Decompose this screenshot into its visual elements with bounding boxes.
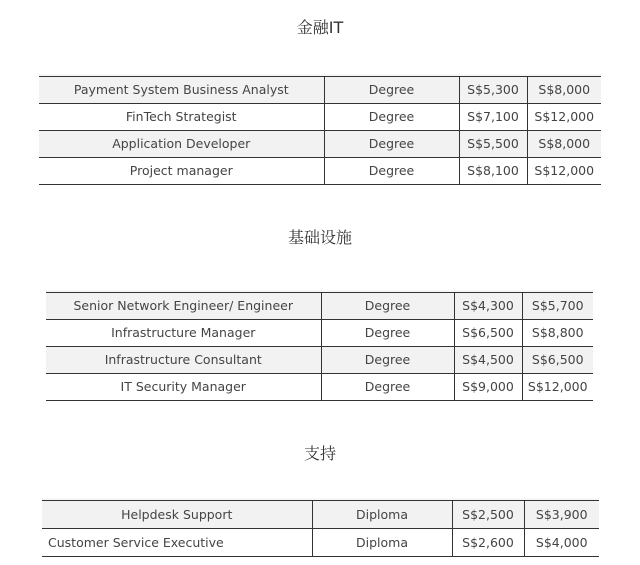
salary-table-fintech	[39, 74, 601, 185]
table-row	[39, 103, 601, 130]
role-cell: Senior Network Engineer/ Engineer	[46, 292, 321, 319]
table-row	[42, 528, 599, 556]
min-salary-cell: S$2,600	[452, 528, 524, 556]
qualification-cell: Degree	[324, 157, 459, 184]
min-salary-cell: S$7,100	[459, 103, 527, 130]
qualification-cell: Degree	[321, 373, 454, 400]
qualification-cell: Diploma	[312, 528, 452, 556]
max-salary-cell: S$3,900	[524, 500, 599, 528]
role-cell: IT Security Manager	[46, 373, 321, 400]
max-salary-cell: S$12,000	[522, 373, 593, 400]
qualification-cell: Degree	[324, 76, 459, 103]
max-salary-cell: S$12,000	[527, 157, 601, 184]
table-row	[39, 76, 601, 103]
min-salary-cell: S$6,500	[454, 319, 522, 346]
max-salary-cell: S$8,000	[527, 76, 601, 103]
table-row	[46, 319, 593, 346]
max-salary-cell: S$8,000	[527, 130, 601, 157]
qualification-cell: Degree	[321, 346, 454, 373]
role-cell: Customer Service Executive	[42, 528, 312, 556]
table-row	[46, 292, 593, 319]
min-salary-cell: S$4,300	[454, 292, 522, 319]
max-salary-cell: S$6,500	[522, 346, 593, 373]
max-salary-cell: S$4,000	[524, 528, 599, 556]
qualification-cell: Diploma	[312, 500, 452, 528]
role-cell: FinTech Strategist	[39, 103, 324, 130]
min-salary-cell: S$5,300	[459, 76, 527, 103]
max-salary-cell: S$12,000	[527, 103, 601, 130]
table-row	[46, 346, 593, 373]
section-title-infrastructure: 基础设施	[287, 228, 352, 247]
table-row	[39, 157, 601, 184]
min-salary-cell: S$5,500	[459, 130, 527, 157]
role-cell: Application Developer	[39, 130, 324, 157]
min-salary-cell: S$8,100	[459, 157, 527, 184]
min-salary-cell: S$9,000	[454, 373, 522, 400]
qualification-cell: Degree	[324, 103, 459, 130]
table-row	[46, 373, 593, 400]
role-cell: Helpdesk Support	[42, 500, 312, 528]
qualification-cell: Degree	[321, 292, 454, 319]
table-row	[39, 130, 601, 157]
max-salary-cell: S$8,800	[522, 319, 593, 346]
section-title-support: 支持	[303, 444, 336, 463]
salary-table-support	[42, 498, 599, 557]
max-salary-cell: S$5,700	[522, 292, 593, 319]
section-title-fintech: 金融IT	[296, 18, 344, 37]
role-cell: Payment System Business Analyst	[39, 76, 324, 103]
min-salary-cell: S$4,500	[454, 346, 522, 373]
qualification-cell: Degree	[321, 319, 454, 346]
role-cell: Project manager	[39, 157, 324, 184]
table-row	[42, 500, 599, 528]
salary-table-infrastructure	[46, 290, 593, 401]
min-salary-cell: S$2,500	[452, 500, 524, 528]
role-cell: Infrastructure Consultant	[46, 346, 321, 373]
role-cell: Infrastructure Manager	[46, 319, 321, 346]
qualification-cell: Degree	[324, 130, 459, 157]
